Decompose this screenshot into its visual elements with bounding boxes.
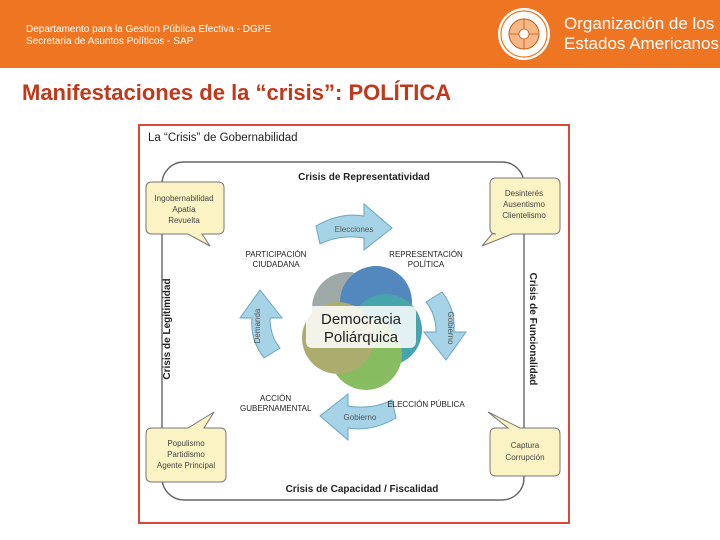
arrow-left-label: Demanda (253, 308, 262, 344)
arrow-top-label: Elecciones (334, 225, 374, 234)
callout-text: Clientelismo (502, 211, 546, 220)
center-label-line2: Poliárquica (323, 329, 399, 346)
arrow-right (424, 292, 466, 360)
node-participation-line1: PARTICIPACIÓN (245, 250, 307, 259)
callout-top-right (482, 178, 560, 246)
node-action-line1: ACCIÓN (260, 394, 292, 403)
node-representation-line1: REPRESENTACIÓN (389, 250, 463, 259)
node-representation-line2: POLÍTICA (407, 260, 445, 269)
crisis-bottom-label: Crisis de Capacidad / Fiscalidad (285, 484, 439, 495)
node-public-choice: ELECCIÓN PÚBLICA (387, 400, 465, 409)
arrow-top (316, 204, 392, 250)
diagram-title: La “Crisis” de Gobernabilidad (148, 132, 298, 144)
callout-text: Ausentismo (503, 200, 545, 209)
department-info (26, 24, 271, 48)
callout-text: Partidismo (167, 450, 205, 459)
callout-text: Corrupción (505, 453, 545, 462)
callout-text: Revuelta (168, 216, 200, 225)
org-line-1: Organización de los (564, 14, 715, 33)
callout-text: Captura (510, 441, 540, 450)
callout-top-left (146, 182, 224, 246)
oas-seal-icon (496, 6, 552, 62)
center-label-line1: Democracia (320, 311, 402, 328)
callout-bottom-left (146, 412, 226, 482)
callout-text: Desinterés (504, 189, 544, 198)
arrow-left (240, 290, 282, 358)
node-participation-line2: CIUDADANA (252, 260, 300, 269)
header-bar (0, 0, 720, 68)
org-line-2: Estados Americanos (564, 34, 719, 53)
crisis-top-label: Crisis de Representatividad (298, 172, 430, 183)
arrow-bottom-label: Gobierno (343, 413, 377, 422)
department-line-1: Departamento para la Gestion Pública Efectiva - DGPE (26, 24, 272, 35)
arrow-right-label: Gobierno (446, 311, 455, 345)
node-action-line2: GUBERNAMENTAL (240, 404, 312, 413)
organization-name (564, 14, 719, 54)
callout-text: Apatía (172, 205, 196, 214)
diagram-frame (138, 124, 570, 524)
callout-text: Populismo (167, 439, 205, 448)
governability-diagram (140, 126, 568, 522)
callout-text: Ingobernabilidad (154, 194, 214, 203)
arrow-bottom (320, 394, 396, 440)
slide-title: Manifestaciones de la “crisis”: POLÍTICA (22, 80, 452, 105)
crisis-left-label: Crisis de Legitimidad (162, 278, 173, 380)
department-line-2: Secretaria de Asuntos Políticos - SAP (26, 36, 194, 47)
callout-text: Agente Principal (156, 461, 216, 470)
crisis-right-label: Crisis de Funcionalidad (527, 272, 538, 386)
